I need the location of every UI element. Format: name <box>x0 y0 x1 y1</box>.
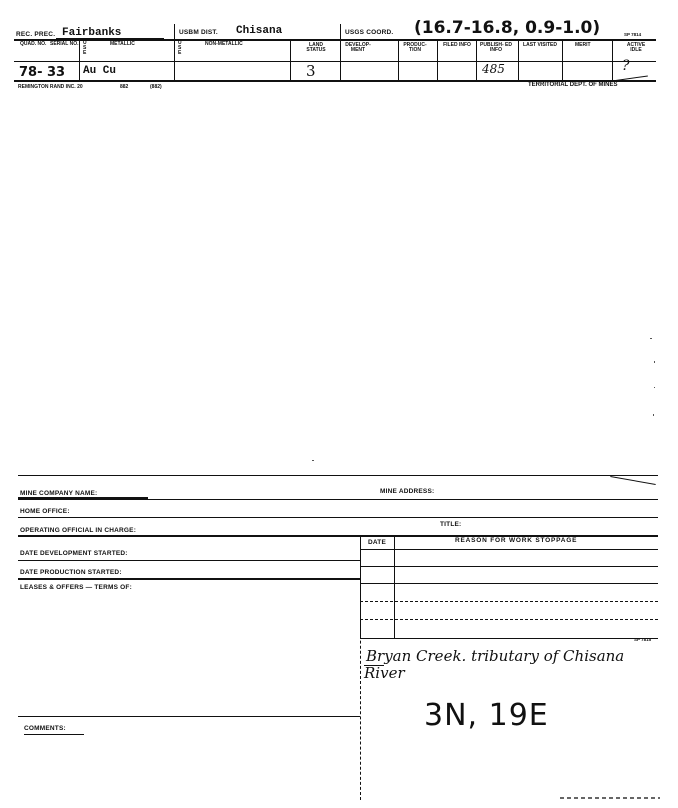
rule <box>394 535 395 638</box>
rule <box>612 39 613 80</box>
mine-company-name-label: MINE COMPANY NAME: <box>20 490 98 497</box>
usbm-dist-label: USBM DIST. <box>179 29 218 36</box>
printer-code-2: (882) <box>150 84 162 90</box>
col-nm-u: U <box>178 40 182 46</box>
col-land-status: LAND STATUS <box>306 42 326 54</box>
home-office-label: HOME OFFICE: <box>20 508 70 515</box>
pen-mark <box>364 665 384 666</box>
rule <box>18 475 658 476</box>
leases-label: LEASES & OFFERS — TERMS OF: <box>20 584 132 591</box>
handwritten-township: 3N, 19E <box>424 698 549 733</box>
handwritten-location-cont: River <box>364 664 405 682</box>
pen-mark <box>610 476 655 485</box>
land-status-value: 3 <box>306 62 316 80</box>
printer-code-1: 882 <box>120 84 129 90</box>
col-non-metallic: NON-METALLIC <box>205 41 243 47</box>
rule <box>18 517 658 518</box>
quad-serial-value: 78- 33 <box>19 65 66 80</box>
rule <box>360 566 658 567</box>
usbm-dist-value: Chisana <box>236 25 283 37</box>
scan-speck <box>653 414 654 416</box>
rule <box>360 549 658 550</box>
operating-official-label: OPERATING OFFICIAL IN CHARGE: <box>20 527 137 534</box>
col-development: DEVELOP- MENT <box>345 42 371 54</box>
scan-speck <box>312 460 314 461</box>
scan-speck <box>654 387 655 388</box>
col-nm-s: S <box>178 45 182 51</box>
col-filed-info: FILED INFO <box>443 42 471 48</box>
rule <box>476 39 477 80</box>
date-column-header: DATE <box>368 539 387 546</box>
date-development-label: DATE DEVELOPMENT STARTED: <box>20 550 128 557</box>
scan-artifact <box>560 797 660 799</box>
rule <box>360 619 658 620</box>
lower-form-number: SP 7815 <box>634 637 652 642</box>
published-info-value: 485 <box>482 62 505 76</box>
col-last-visited: LAST VISITED <box>523 42 557 48</box>
rec-prec-label: REC. PREC. <box>16 31 56 38</box>
rec-prec-value: Fairbanks <box>62 27 122 39</box>
rule <box>24 734 84 735</box>
scan-speck <box>650 338 652 339</box>
comments-label: COMMENTS: <box>24 725 66 732</box>
form-number: SP 7814 <box>624 32 642 37</box>
rule <box>14 61 656 62</box>
col-merit: MERIT <box>575 42 591 48</box>
col-serial-no: SERIAL NO. <box>50 41 79 47</box>
col-published-info: PUBLISH- ED INFO <box>480 42 512 54</box>
rule <box>18 716 360 717</box>
rule <box>360 638 658 639</box>
col-quad-no: QUAD. NO. <box>20 41 47 47</box>
handwritten-location: Bryan Creek. tributary of Chisana <box>366 647 625 665</box>
col-production: PRODUC- TION <box>403 42 427 54</box>
rule <box>360 601 658 602</box>
rule <box>437 39 438 80</box>
mine-address-label: MINE ADDRESS: <box>380 488 435 495</box>
col-metallic: METALLIC <box>110 41 135 47</box>
rule <box>290 39 291 80</box>
rule <box>398 39 399 80</box>
rule <box>79 39 80 80</box>
usgs-coord-label: USGS COORD. <box>345 29 394 36</box>
rule <box>18 497 148 499</box>
metallic-value: Au Cu <box>83 65 117 77</box>
rule <box>56 38 164 39</box>
rule <box>174 24 175 80</box>
reason-column-header: REASON FOR WORK STOPPAGE <box>455 537 578 544</box>
date-production-label: DATE PRODUCTION STARTED: <box>20 569 122 576</box>
scan-speck <box>654 361 655 363</box>
rule <box>18 499 658 500</box>
rule <box>562 39 563 80</box>
rule <box>360 583 658 584</box>
col-use-s: S <box>83 45 87 51</box>
printer-label: REMINGTON RAND INC. 20 <box>18 84 83 90</box>
rule <box>18 560 360 561</box>
col-use-e: E <box>83 50 87 56</box>
col-use-u: U <box>83 40 87 46</box>
rule <box>518 39 519 80</box>
col-active-idle: ACTIVE IDLE <box>626 42 646 54</box>
active-idle-value: ? <box>622 58 630 74</box>
rule <box>340 24 341 80</box>
agency-label: TERRITORIAL DEPT. OF MINES <box>528 82 618 88</box>
usgs-coord-value: (16.7-16.8, 0.9-1.0) <box>414 18 601 38</box>
title-label: TITLE: <box>440 521 462 528</box>
col-nm-e: E <box>178 50 182 56</box>
rule <box>18 578 360 580</box>
rule <box>360 560 361 800</box>
